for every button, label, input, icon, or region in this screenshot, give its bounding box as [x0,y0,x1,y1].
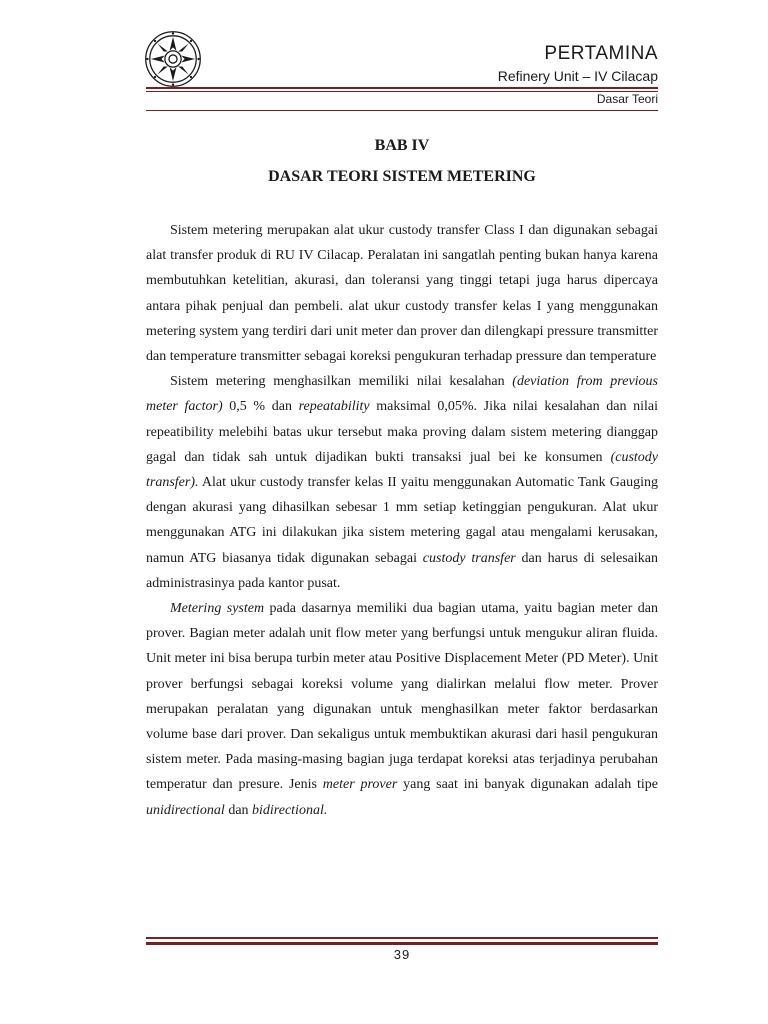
paragraph-2 [146,369,658,596]
refinery-unit: Refinery Unit – IV Cilacap [497,68,658,84]
paragraph-text: Alat ukur custody transfer kelas II yaitu menggunakan Automatic Tank Gauging dengan akurasi yang dihasilkan sebesar 1 mm setiap ketinggian pengukuran. Alat ukur menggunakan ATG ini dilakukan jika sistem metering gagal atau mengalami kerusakan, namun ATG biasanya tidak digunakan sebagai [146,475,658,566]
italic-term: bidirectional. [252,802,328,818]
section-label: Dasar Teori [596,92,658,106]
section-divider [146,110,658,111]
header-divider-thin [146,91,658,92]
paragraph-3 [146,596,658,823]
paragraph-text: Sistem metering menghasilkan memiliki nilai kesalahan [170,374,513,390]
paragraph-1 [146,218,658,369]
paragraph-text: dan harus di selesaikan administrasinya pada kantor pusat. [146,550,659,591]
italic-term: (deviation from previous meter factor) [146,374,658,415]
university-seal-logo [144,30,202,88]
chapter-number: BAB IV [374,137,430,154]
paragraph-text: dan [224,802,253,818]
italic-term: unidirectional [146,802,225,818]
italic-term: meter prover [322,777,398,793]
company-name: PERTAMINA [544,43,658,64]
paragraph-text: 0,5 % dan [222,399,299,415]
paragraph-text: pada dasarnya memiliki dua bagian utama, yaitu bagian meter dan prover. Bagian meter adalah unit flow meter yang berfungsi untuk mengukur aliran fluida. Unit meter ini bisa berupa turbin meter atau Positive Displacement Meter (PD Meter). Unit prover berfungsi sebagai koreksi volume yang dialirkan melalui flow meter. Prover merupakan peralatan yang digunakan untuk menghasilkan meter faktor berdasarkan volume base dari prover. Dan sekaligus untuk membuktikan akurasi dari hasil pengukuran sistem meter. Pada masing-masing bagian juga terdapat koreksi atas terjadinya perubahan temperatur dan presure. Jenis [146,601,658,793]
page-number: 39 [393,947,411,962]
footer-divider-thin [146,937,658,939]
italic-term: repeatability [298,399,370,415]
body-text [146,218,658,823]
italic-term: (custody transfer). [146,449,658,491]
paragraph-text: yang saat ini banyak digunakan adalah tipe [397,777,658,793]
paragraph-text: Sistem metering merupakan alat ukur custody transfer Class I dan digunakan sebagai alat transfer produk di RU IV Cilacap. Peralatan ini sangatlah penting bukan hanya karena membutuhkan ketelitian, akurasi, dan toleransi yang tinggi tetapi juga harus dipercaya antara pihak penjual dan pembeli. alat ukur custody transfer kelas I yang menggunakan metering system yang terdiri dari unit meter dan prover dan dilengkapi pressure transmitter dan temperature transmitter sebagai koreksi pengukuran terhadap pressure dan temperature [146,223,658,365]
paragraph-text: maksimal 0,05%. Jika nilai kesalahan dan nilai repeatibility melebihi batas ukur tersebut maka proving dalam sistem metering dianggap gagal dan tidak sah untuk dijadikan bukti transaksi jual bei ke konsumen [146,399,658,465]
chapter-title: DASAR TEORI SISTEM METERING [268,168,536,185]
footer-divider-thick [146,942,658,945]
italic-term: custody transfer [422,550,516,566]
italic-term: Metering system [170,601,265,617]
header-divider-thick [146,87,658,89]
